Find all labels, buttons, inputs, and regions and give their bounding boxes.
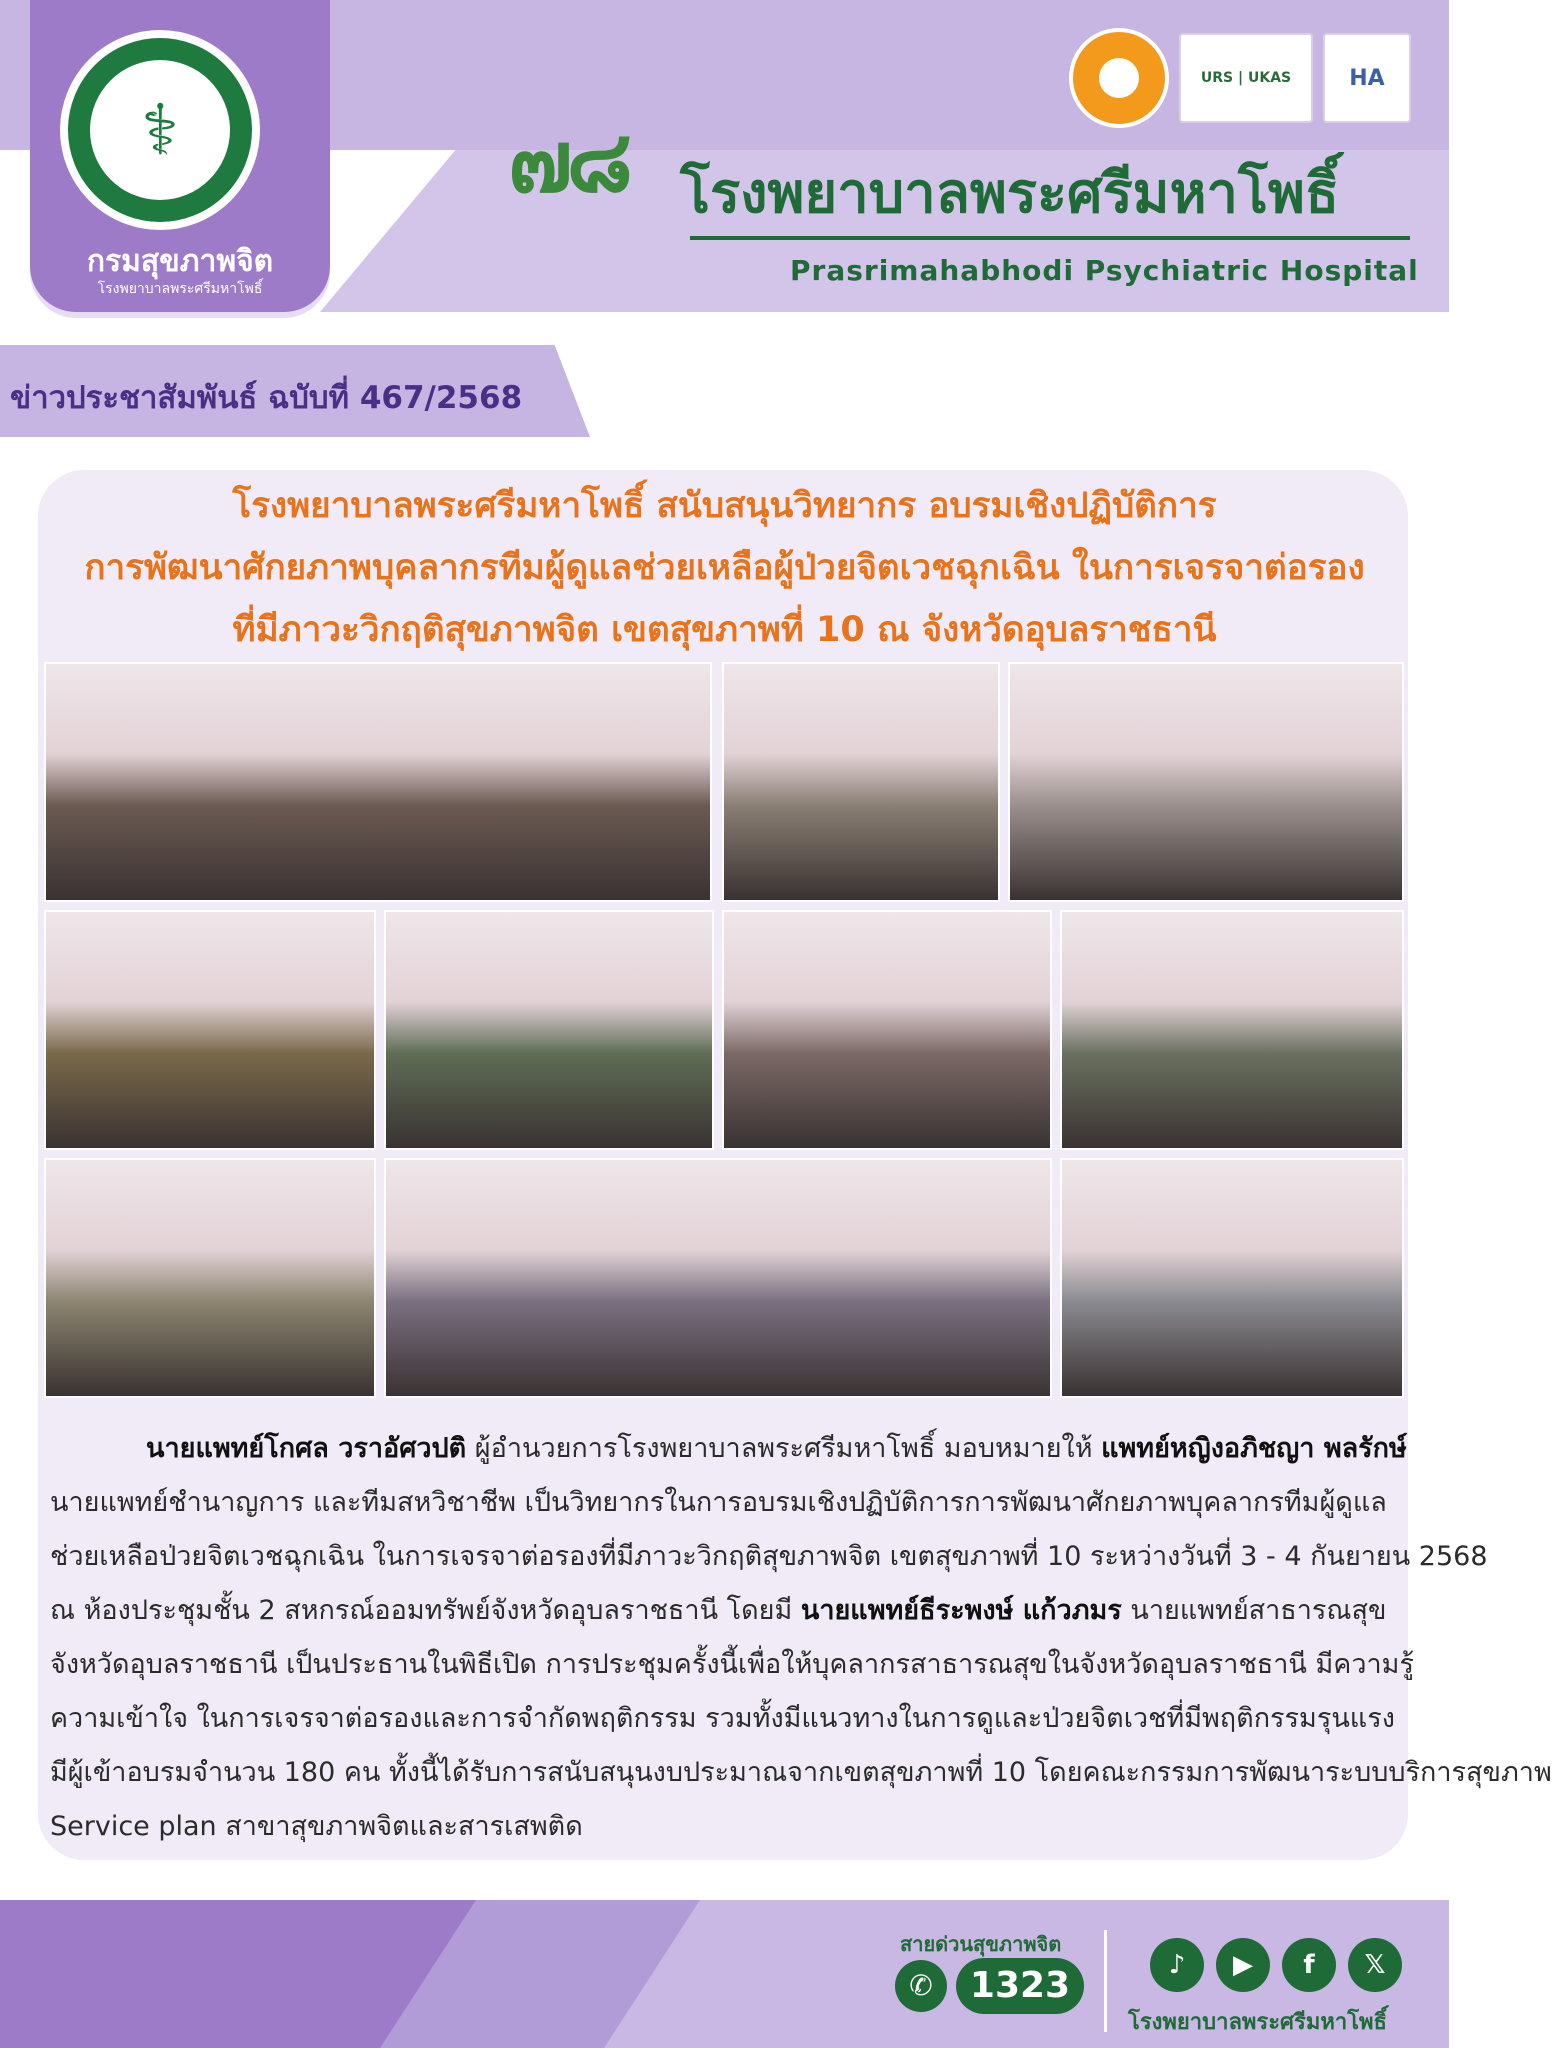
body-text-segment: ช่วยเหลือป่วยจิตเวชฉุกเฉิน ในการเจรจาต่อรองที่มีภาวะวิกฤติสุขภาพจิต เขตสุขภาพที่ 10 ระหว่างวันที่ 3 - 4 กันยายน 2568 [50,1541,1488,1572]
photo-group-portrait [384,1158,1052,1398]
ukas-badge-label: UKAS [1247,70,1292,86]
body-line [50,1638,1414,1692]
body-line [50,1476,1400,1530]
header-divider [690,236,1410,240]
article-body [50,1422,1552,1854]
press-release-label: ข่าวประชาสัมพันธ์ ฉบับที่ 467/2568 [10,380,523,416]
photo-group-discussion [1008,662,1404,902]
photo-speaker-green-shirt [384,910,714,1150]
footer-divider [1104,1930,1107,2032]
body-text-segment: ความเข้าใจ ในการเจรจาต่อรองและการจำกัดพฤติกรรม รวมทั้งมีแนวทางในการดูและป่วยจิตเวชที่มีพฤติกรรมรุนแรง [50,1703,1395,1734]
body-text-segment: มีผู้เข้าอบรมจำนวน 180 คน ทั้งนี้ได้รับการสนับสนุนงบประมาณจากเขตสุขภาพที่ 10 โดยคณะกรรมการพัฒนาระบบบริการสุขภาพ [50,1757,1552,1788]
certification-badges [1069,28,1411,128]
hotline-number[interactable]: 1323 [956,1958,1084,2014]
dharma-wheel-icon [1069,28,1169,128]
ha-accreditation-badge [1323,33,1411,123]
photo-audience-hall [44,662,712,902]
youtube-icon[interactable]: ▶ [1216,1938,1270,1992]
ministry-seal-icon [60,30,260,230]
headline-line-2: การพัฒนาศักยภาพบุคลากรทีมผู้ดูแลช่วยเหลือผู้ป่วยจิตเวชฉุกเฉิน ในการเจรจาต่อรอง [84,548,1365,588]
photo-speaker-woman-grey [722,662,1000,902]
photo-presentation-screen [44,1158,376,1398]
body-name-bold: นายแพทย์โกศล วราอัศวปติ [146,1433,467,1464]
body-text-segment: Service plan สาขาสุขภาพจิตและสารเสพติด [50,1811,583,1842]
anniversary-mark: ๗๘ [508,111,628,212]
tiktok-icon[interactable]: ♪ [1150,1938,1204,1992]
body-line [50,1800,1400,1854]
body-line [50,1422,1407,1476]
caduceus-icon: ⚕ [141,89,179,171]
body-text-segment: นายแพทย์ชำนาญการ และทีมสหวิชาชีพ เป็นวิทยากรในการอบรมเชิงปฏิบัติการการพัฒนาศักยภาพบุคลากรทีมผู้ดูแล [50,1487,1387,1518]
body-text-segment: จังหวัดอุบลราชธานี เป็นประธานในพิธีเปิด การประชุมครั้งนี้เพื่อให้บุคลากรสาธารณสุขในจังหวัดอุบลราชธานี มีความรู้ [50,1649,1414,1680]
logo-subtitle: โรงพยาบาลพระศรีมหาโพธิ์ [97,281,263,297]
body-text-segment: ณ ห้องประชุมชั้น 2 สหกรณ์ออมทรัพย์จังหวัดอุบลราชธานี โดยมี [50,1595,801,1626]
department-name: กรมสุขภาพจิต [86,244,274,279]
body-line [50,1692,1400,1746]
facebook-icon[interactable]: f [1282,1938,1336,1992]
footer-hospital-name: โรงพยาบาลพระศรีมหาโพธิ์ [1128,2010,1387,2035]
body-line [50,1746,1552,1800]
urs-badge-label: URS [1200,70,1234,86]
photo-speaker-man-dark-suit [722,910,1052,1150]
photo-roleplay-activity [1060,1158,1404,1398]
body-line [50,1530,1488,1584]
hospital-name-en: Prasrimahabhodi Psychiatric Hospital [790,254,1419,287]
headline-line-1: โรงพยาบาลพระศรีมหาโพธิ์ สนับสนุนวิทยากร อบรมเชิงปฏิบัติการ [232,486,1217,526]
body-name-bold: แพทย์หญิงอภิชญา พลรักษ์ [1101,1433,1407,1464]
body-name-bold: นายแพทย์ธีระพงษ์ แก้วภมร [800,1595,1122,1626]
urs-ukas-badge: URS | UKAS [1179,33,1313,123]
body-text-segment: นายแพทย์สาธารณสุข [1121,1595,1387,1626]
body-text-segment: ผู้อำนวยการโรงพยาบาลพระศรีมหาโพธิ์ มอบหมายให้ [466,1433,1102,1464]
ha-badge-label: HA [1349,65,1385,91]
body-line [50,1584,1400,1638]
photo-speaker-woman-mic [44,910,376,1150]
hospital-name-th: โรงพยาบาลพระศรีมหาโพธิ์ [680,161,1340,226]
hotline-label: สายด่วนสุขภาพจิต [900,1932,1062,1956]
phone-icon: ✆ [895,1960,947,2012]
x-icon[interactable]: 𝕏 [1348,1938,1402,1992]
headline-line-3: ที่มีภาวะวิกฤติสุขภาพจิต เขตสุขภาพที่ 10 ณ จังหวัดอุบลราชธานี [232,610,1217,650]
photo-speaker-man-green [1060,910,1404,1150]
